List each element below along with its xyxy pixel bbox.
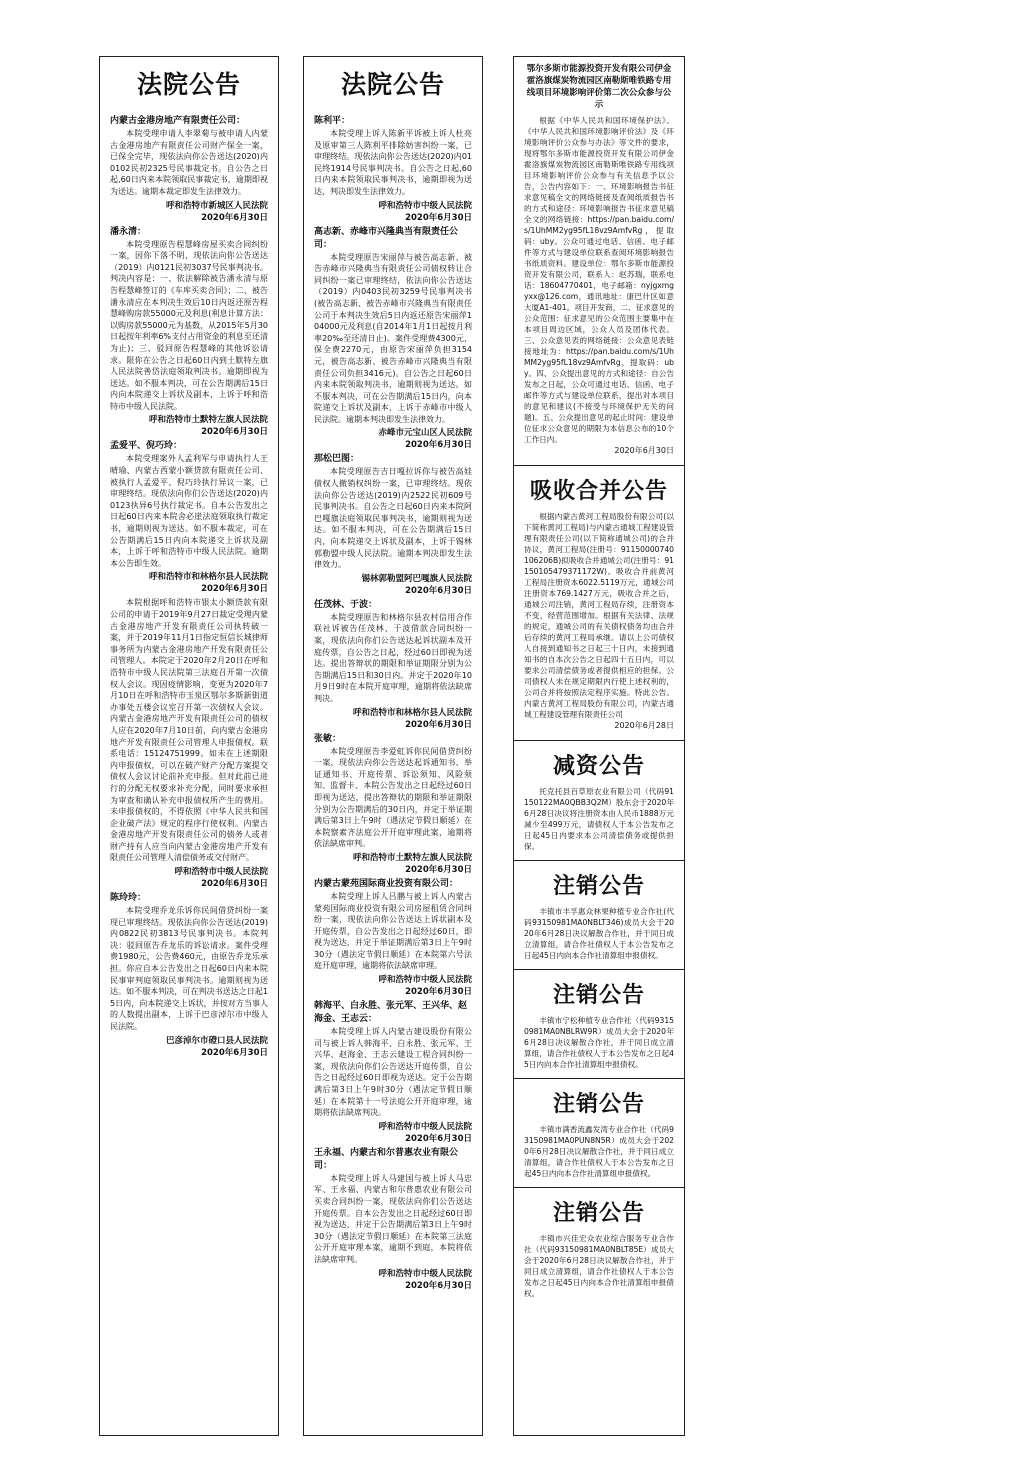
court-notice-column-2 xyxy=(303,56,483,1436)
notice-body: 托克托县百草原农业有限公司（代码91150122MA0QBB3Q2M）股东会于2020年6月28日决议将注册资本由人民币1888万元减少至499万元，请债权人于本公告发布之日起45日内要求本公司清偿债务或提供担保。 xyxy=(524,787,674,851)
notice-title: 注销公告 xyxy=(552,982,645,1008)
notice-date: 2020年6月30日 xyxy=(405,1280,472,1291)
court-notice xyxy=(304,226,482,452)
column-title: 法院公告 xyxy=(340,70,445,99)
court-notice xyxy=(100,597,278,890)
notice-court: 呼和浩特市新城区人民法院 xyxy=(165,200,268,211)
notice-body: 本院受理上诉人内蒙古建设股份有限公司与被上诉人韩海平、白永胜、张元军、王兴华、赵海金、王志云建设工程合同纠纷一案，现依法向你们公告送达开庭传票，自公告之日起经过60日即视为送达。定于公告期满后第3日上午9时30分（遇法定节假日顺延）在本院第十一号法庭公开开庭审理，逾期将依法缺席判决。 xyxy=(314,1027,472,1118)
notice-addressee: 孟爱平、倪巧玲： xyxy=(110,441,183,452)
notice-body: 本院根据呼和浩特市银太小额贷款有限公司的申请于2019年9月27日裁定受理内蒙古金港房地产开发有限责任公司执转破一案，并于2019年11月1日指定恒信长城律师事务所为内蒙古金港房地产开发有限责任公司管理人。本院定于2020年2月20日在呼和浩特市中级人民法院第三法庭召开第一次债权人会议。现因疫情影响，变更为2020年7月10日在呼和浩特市玉泉区鄂尔多斯新街道办事处五楼会议室召开第一次债权人会议。内蒙古金港房地产开发有限责任公司的债权人应在2020年7月10日前，向内蒙古金港房地产开发有限责任公司管理人申报债权。联系电话：15124751999。如未在上述期限内申报债权，可以在破产财产分配方案提交债权人会议讨论前补充申报。但对此前已进行的分配无权要求补充分配，同时要求承担为审查和确认补充申报债权所产生的费用。未申报债权的，不得依照《中华人民共和国企业破产法》规定的程序行使权利。内蒙古金港房地产开发有限责任公司的债务人或者财产持有人应当向内蒙古金港房地产开发有限责任公司管理人清偿债务或交付财产。 xyxy=(110,598,268,863)
court-notice xyxy=(100,115,278,224)
court-notice-column-1 xyxy=(99,56,279,1436)
notice-court: 呼和浩特市中级人民法院 xyxy=(378,975,472,986)
notice-court: 赤峰市元宝山区人民法院 xyxy=(378,428,472,439)
notice-title: 注销公告 xyxy=(552,1091,645,1117)
notice-body: 本院受理申请人李翠菊与被申请人内蒙古金港房地产有限责任公司财产保全一案，已保全完毕，现依法向你公告送达(2020)内0102民初2325号民事裁定书。自公告之日起,60日内来本院领取民事裁定书，逾期即视为送达。逾期本裁定即发生法律效力。 xyxy=(110,129,268,196)
court-notice xyxy=(304,878,482,998)
notice-court: 巴彦淖尔市磴口县人民法院 xyxy=(165,1035,268,1046)
notice-heading: 鄂尔多斯市能源投资开发有限公司伊金霍洛旗煤炭物流园区南勒斯唯铁路专用线项目环境影响评价第二次公众参与公示 xyxy=(526,64,672,110)
court-notice xyxy=(304,1147,482,1292)
notice-court: 呼和浩特市和林格尔县人民法院 xyxy=(352,707,472,718)
notice-date: 2020年6月30日 xyxy=(405,212,472,223)
court-notice xyxy=(100,440,278,595)
notice-court: 呼和浩特市和林格尔县人民法院 xyxy=(148,572,268,583)
notice-addressee: 内蒙古蒙苑国际商业投资有限公司： xyxy=(314,878,459,889)
notice-date: 2020年6月30日 xyxy=(201,1047,268,1058)
notice-date: 2020年6月30日 xyxy=(405,585,472,596)
notice-body: 根据内蒙古黄河工程局股份有限公司(以下简称黄河工程局)与内蒙古通城工程建设管理有限责任公司(以下简称通城公司)的合并协议，黄河工程局(注册号：91150000740106206B)拟吸收合并通城公司(注册号：91150105479371172W)。吸收合并前黄河工程局注册资本6022.5119万元，通城公司注册资本769.1427万元，吸收合并之后，通城公司注销，黄河工程局存续，注册资本不变，经营范围增加。根据有关法律、法规的规定，通城公司的有关债权债务均由合并后存续的黄河工程局承继。请以上公司债权人自接到通知书之日起三十日内，未接到通知书的自本次公告之日起四十五日内，可以要求公司清偿债务或者提供相应的担保。公司债权人未在规定期限内行使上述权利的，公司合并将按照法定程序实施。特此公告。内蒙古黄河工程局股份有限公司，内蒙古通城工程建设管理有限责任公司 xyxy=(524,512,674,719)
notice-body: 本院受理原告程慧峰房屋买卖合同纠纷一案，因你下落不明，现依法向你公告送达（2019）内0121民初3037号民事判决书。判决内容是：一、依法解除被告潘永清与原告程慧峰签订的《车库买卖合同》；二、被告潘永清应在本判决生效后10日内返还原告程慧峰购房款55000元及利息(利息计算方法：以购房款55000元为基数，从2015年5月30日起按年利率6%支付占用资金的利息至还清为止)；三、驳回原告程慧峰的其他诉讼请求。限你在公告之日起60日内到土默特左旗人民法院善岱法庭领取判决书。逾期即视为送达。如不服本判决，可在公告期满后15日内向本院递交上诉状及副本，上诉于呼和浩特市中级人民法院。 xyxy=(110,239,268,411)
capital-reduction-notice xyxy=(514,741,684,861)
notice-addressee: 高志新、赤峰市兴隆典当有限责任公司： xyxy=(314,226,459,250)
court-notice xyxy=(100,892,278,1059)
notice-addressee: 那松巴图： xyxy=(314,454,360,465)
notice-addressee: 韩海平、白永胜、张元军、王兴华、赵海金、王志云： xyxy=(314,1001,468,1025)
notice-body: 本院受理案外人孟利军与申请执行人王晴瑜、内蒙古西蒙小额贷款有限责任公司、被执行人孟爱平、倪巧玲执行异议一案，已审理终结。现依法向你们公告送达(2020)内0123执异6号执行裁定书。自本公告发出之日起60日内来本院舍必崖法庭领取执行裁定书，逾期则视为送达。如不服本裁定，可在公告期满后15日内向本院递交上诉状及副本，上诉于呼和浩特市中级人民法院。逾期本公告即生效。 xyxy=(110,454,268,568)
notice-addressee: 内蒙古金港房地产有限责任公司： xyxy=(110,116,246,126)
notice-addressee: 任茂林、于波： xyxy=(314,599,378,610)
notice-title: 吸收合并公告 xyxy=(529,478,668,504)
notice-court: 锡林郭勒盟阿巴嘎旗人民法院 xyxy=(361,573,472,584)
notice-date: 2020年6月30日 xyxy=(201,879,268,890)
notice-body: 丰镇市丰孚惠众林果种植专业合作社(代码93150981MA0NBLT346)成员大会于2020年6月28日决议解散合作社，并于同日成立清算组，请合作社债权人于本公告发布之日起45日内向本合作社清算组申报债权。 xyxy=(524,907,674,960)
notice-date: 2020年6月30日 xyxy=(614,446,674,455)
column-title: 法院公告 xyxy=(136,70,241,99)
notice-date: 2020年6月30日 xyxy=(405,440,472,451)
notice-addressee: 王永福、内蒙古和尔普惠农业有限公司： xyxy=(314,1147,459,1171)
court-notice xyxy=(304,733,482,876)
deregistration-notice xyxy=(514,1079,684,1188)
notice-date: 2020年6月30日 xyxy=(405,864,472,875)
notice-body: 丰镇市宁松种植专业合作社（代码93150981MA0NBLRW9R）成员大会于2020年6月28日决议解散合作社，并于同日成立清算组，请合作社债权人于本公告发布之日起45日内向本合作社清算组申报债权。 xyxy=(524,1016,674,1069)
notice-body: 本院受理上诉人吕鹏与被上诉人内蒙古蒙苑国际商业投资有限公司房屋租赁合同纠纷一案，现依法向你公告送达上诉状副本及开庭传票，自公告发出之日起经过60日，即视为送达，并定于举证期满后第3日上午9时30分（遇法定节假日顺延）在本院第六号法庭开庭审理，逾期将依法缺席审理。 xyxy=(314,891,472,971)
deregistration-notice xyxy=(514,861,684,970)
business-notice-column xyxy=(513,56,685,1436)
notice-court: 呼和浩特市中级人民法院 xyxy=(378,1121,472,1132)
notice-body: 本院受理原告李爱虹诉你民间借贷纠纷一案，现依法向你公告送达起诉通知书、举证通知书、开庭传票、诉讼须知、风险须知、监督卡、本院公告发出之日起经过60日即视为送达，提出答辩状的期限和举证期限分别为公告期满后的30日内，并定于举证期满后第3日上午9时（遇法定节假日顺延）在本院察素齐法庭公开开庭审理此案，逾期将依法缺席审判。 xyxy=(314,746,472,849)
notice-date: 2020年6月30日 xyxy=(405,719,472,730)
notice-addressee: 潘永清： xyxy=(110,226,147,237)
court-notice xyxy=(304,453,482,596)
notice-court: 呼和浩特市中级人民法院 xyxy=(174,867,268,878)
notice-addressee: 陈利平： xyxy=(314,116,351,126)
merger-notice xyxy=(514,466,684,741)
notice-title: 注销公告 xyxy=(552,873,645,899)
notice-body: 本院受理原告和林格尔县农村信用合作联社诉被告任茂林、于波借款合同纠纷一案，现依法向你们公告送达起诉状副本及开庭传票，自公告之日起，经过60日即视为送达。提出答辩状的期限和举证期限分别为公告期满后15日和30日内。并定于2020年10月9日9时在本院开庭审理，逾期将依法缺席判决。 xyxy=(314,612,472,703)
notice-date: 2020年6月30日 xyxy=(201,584,268,595)
notice-date: 2020年6月30日 xyxy=(405,987,472,998)
court-notice xyxy=(304,599,482,731)
notice-court: 呼和浩特市土默特左旗人民法院 xyxy=(148,415,268,426)
notice-body: 本院受理乔龙乐诉你民间借贷纠纷一案现已审理终结。现依法向你公告送达(2019)内0822民初3813号民事判决书。本院判决：驳回原告乔龙乐的诉讼请求。案件受理费1980元，公告费460元，由原告乔龙乐承担。你应自本公告发出之日起60日内来本院民事审判庭领取民事判决书。逾期则视为送达。如不服本判决，可在判决书送达之日起15日内，向本院递交上诉状，并按对方当事人的人数提出副本，上诉于巴彦淖尔市中级人民法院。 xyxy=(110,906,268,1031)
notice-date: 2020年6月30日 xyxy=(201,212,268,223)
environment-public-notice xyxy=(514,57,684,466)
court-notice xyxy=(304,115,482,224)
notice-date: 2020年6月28日 xyxy=(614,721,674,730)
notice-addressee: 陈玲玲： xyxy=(110,893,147,904)
notice-body: 本院受理原告宋丽萍与被告高志新、被告赤峰市兴隆典当有限责任公司债权转让合同纠纷一案已审理终结，依法向你公告送达（2019）内0403民初3259号民事判决书(被告高志新、被告赤峰市兴隆典当有限责任公司于本判决生效后5日内返还原告宋丽萍104000元及利息(自2014年1月1日起按月利率20‰至还清日止)。案件受理费4300元，保全费2270元，由原告宋丽萍负担3154元，被告高志新、被告赤峰市兴隆典当有限责任公司负担3416元)。自公告之日起60日内来本院领取判决书，逾期则视为送达。如不服本判决，可在公告期满后15日内，向本院递交上诉状及副本，上诉于赤峰市中级人民法院。逾期本判决即发生法律效力。 xyxy=(314,252,472,424)
notice-court: 呼和浩特市土默特左旗人民法院 xyxy=(352,852,472,863)
notice-date: 2020年6月30日 xyxy=(201,427,268,438)
notice-body: 本院受理上诉人陈新平诉被上诉人杜亮及原审第三人陈利平排除妨害纠纷一案，已审理终结。现依法向你公告送达(2020)内01民终1914号民事判决书。自公告之日起,60日内来本院领取民事判决书，逾期即视为送达，判决即发生法律效力。 xyxy=(314,129,472,196)
notice-date: 2020年6月30日 xyxy=(405,1133,472,1144)
notice-body: 本院受理上诉人马建国与被上诉人马忠军、王永福、内蒙古和尔普惠农业有限公司买卖合同纠纷一案，现依法向你们公告送达开庭传票。自本公告发出之日起经过60日即视为送达，并定于公告期满后第3日上午9时30分（遇法定节假日顺延）在本院第三法庭公开开庭审理本案，逾期不到庭，本院将依法缺席审判。 xyxy=(314,1173,472,1264)
notice-body: 丰镇市兴佳宏众农业综合服务专业合作社（代码93150981MA0NBLT85E）成员大会于2020年6月28日决议解散合作社，并于同日成立清算组，请合作社债权人于本公告发布之日起45日内向本合作社清算组申报债权。 xyxy=(524,1234,674,1298)
court-notice xyxy=(100,226,278,439)
deregistration-notice xyxy=(514,1188,684,1307)
notice-body: 根据《中华人民共和国环境保护法》、《中华人民共和国环境影响评价法》及《环境影响评价公众参与办法》等文件的要求，现将鄂尔多斯市能源投资开发有限公司伊金霍洛旗煤炭物流园区南勒斯唯铁路专用线项目环境影响评价公众参与有关信息予以公告，公告内容如下：一、环境影响报告书征求意见稿全文的网络链接及查阅纸质报告书的方式和途径：环境影响报告书征求意见稿全文的网络链接：https://pan.baidu.com/s/1UhMM2yg95fL18vz9AmfvRg，提取码：uby。公众可通过电话、信函、电子邮件等方式与建设单位联系查阅环境影响报告书纸质资料。建设单位：鄂尔多斯市能源投资开发有限公司，联系人：赵苏瑞，联系电话：18604770401，电子邮箱：nyjgxmgyxx@126.com，通讯地址：康巴什区如意大厦A1-401。项目开发商，二、征求意见的公众范围：征求意见的公众范围主要集中在本项目周边区域，公众人员及团体代表。三、公众意见表的网络链接：公众意见表链接地址为：https://pan.baidu.com/s/1UhMM2yg95fL18vz9AmfvRg，提取码：uby。四、公众提出意见的方式和途径：自公告发布之日起，公众可通过电话、信函、电子邮件等方式与建设单位联系，提出对本项目的意见和建议(不接受与环境保护无关的问题)。五、公众提出意见的起止时间：建设单位征求公众意见的期限为本信息公布的10个工作日内。 xyxy=(524,116,674,444)
notice-body: 丰镇市满香流鑫发湾专业合作社（代码93150981MA0PUN8N5R）成员大会于2020年6月28日决议解散合作社，并于同日成立清算组，请合作社债权人于本公告发布之日起45日内向本合作社清算组申报债权。 xyxy=(524,1125,674,1178)
notice-body: 本院受理原告吉日嘎拉诉你与被告高娃债权人撤销权纠纷一案，已审理终结。现依法向你公告送达(2019)内2522民初609号民事判决书。自公告之日起60日内来本院阿巴嘎旗法庭领取民事判决书，逾期则视为送达。如不服本判决，可在公告期满后15日内，向本院递交上诉状及副本，上诉于锡林郭勒盟中级人民法院。逾期本判决即发生法律效力。 xyxy=(314,467,472,570)
notice-court: 呼和浩特市中级人民法院 xyxy=(378,1268,472,1279)
notice-title: 减资公告 xyxy=(552,753,645,779)
notice-addressee: 张敏： xyxy=(314,733,342,744)
deregistration-notice xyxy=(514,970,684,1079)
notice-court: 呼和浩特市中级人民法院 xyxy=(378,200,472,211)
notice-title: 注销公告 xyxy=(552,1200,645,1226)
court-notice xyxy=(304,1000,482,1145)
